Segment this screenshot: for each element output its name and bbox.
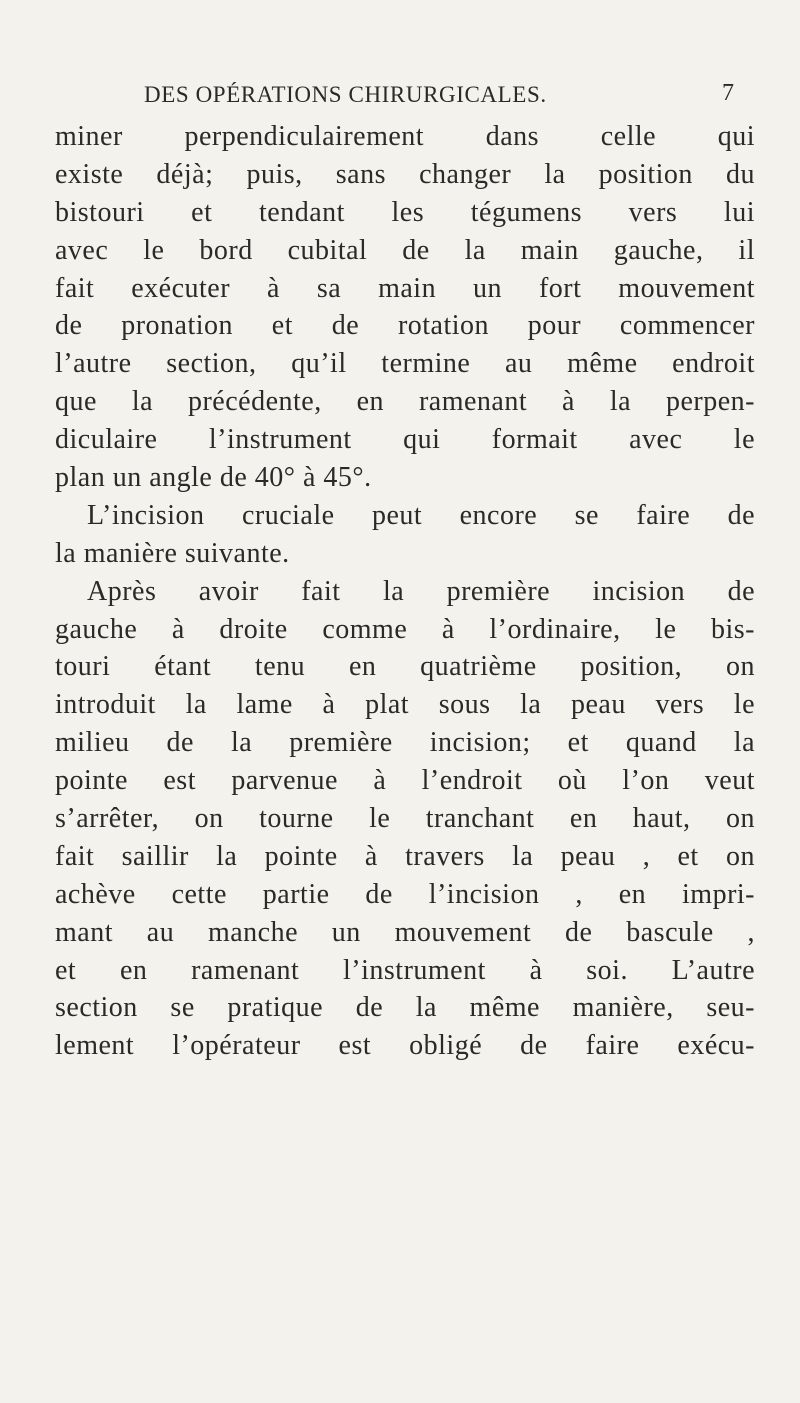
- text-line: l’autre section, qu’il termine au même endroit: [55, 348, 755, 380]
- text-line: milieu de la première incision; et quand la: [55, 727, 755, 759]
- text-line: fait saillir la pointe à travers la peau , et on: [55, 840, 755, 872]
- text-line: L’incision cruciale peut encore se faire de: [87, 499, 755, 531]
- text-line: existe déjà; puis, sans changer la position du: [55, 158, 755, 190]
- text-line: pointe est parvenue à l’endroit où l’on veut: [55, 765, 755, 797]
- text-line: que la précédente, en ramenant à la perpen-: [55, 386, 755, 418]
- text-line: section se pratique de la même manière, seu-: [55, 992, 755, 1024]
- text-line: de pronation et de rotation pour commencer: [55, 310, 755, 342]
- running-head: DES OPÉRATIONS CHIRURGICALES.: [144, 82, 547, 107]
- text-line: la manière suivante.: [55, 537, 290, 569]
- text-line: s’arrêter, on tourne le tranchant en haut, on: [55, 803, 755, 835]
- page-number: 7: [722, 80, 734, 106]
- text-line: introduit la lame à plat sous la peau vers le: [55, 689, 755, 721]
- text-line: bistouri et tendant les tégumens vers lui: [55, 196, 755, 228]
- text-line: achève cette partie de l’incision , en impri-: [55, 878, 755, 910]
- text-line: avec le bord cubital de la main gauche, il: [55, 234, 755, 266]
- body-text: [55, 118, 755, 1065]
- page-header: [0, 82, 800, 112]
- text-line: touri étant tenu en quatrième position, on: [55, 651, 755, 683]
- text-line: gauche à droite comme à l’ordinaire, le bis-: [55, 613, 755, 645]
- text-line: et en ramenant l’instrument à soi. L’autre: [55, 954, 755, 986]
- text-line: fait exécuter à sa main un fort mouvement: [55, 272, 755, 304]
- text-line: lement l’opérateur est obligé de faire exécu-: [55, 1030, 755, 1062]
- text-line: Après avoir fait la première incision de: [87, 575, 755, 607]
- text-line: diculaire l’instrument qui formait avec le: [55, 424, 755, 456]
- text-line: plan un angle de 40° à 45°.: [55, 462, 372, 494]
- text-line: miner perpendiculairement dans celle qui: [55, 121, 755, 152]
- text-line: mant au manche un mouvement de bascule ,: [55, 916, 755, 948]
